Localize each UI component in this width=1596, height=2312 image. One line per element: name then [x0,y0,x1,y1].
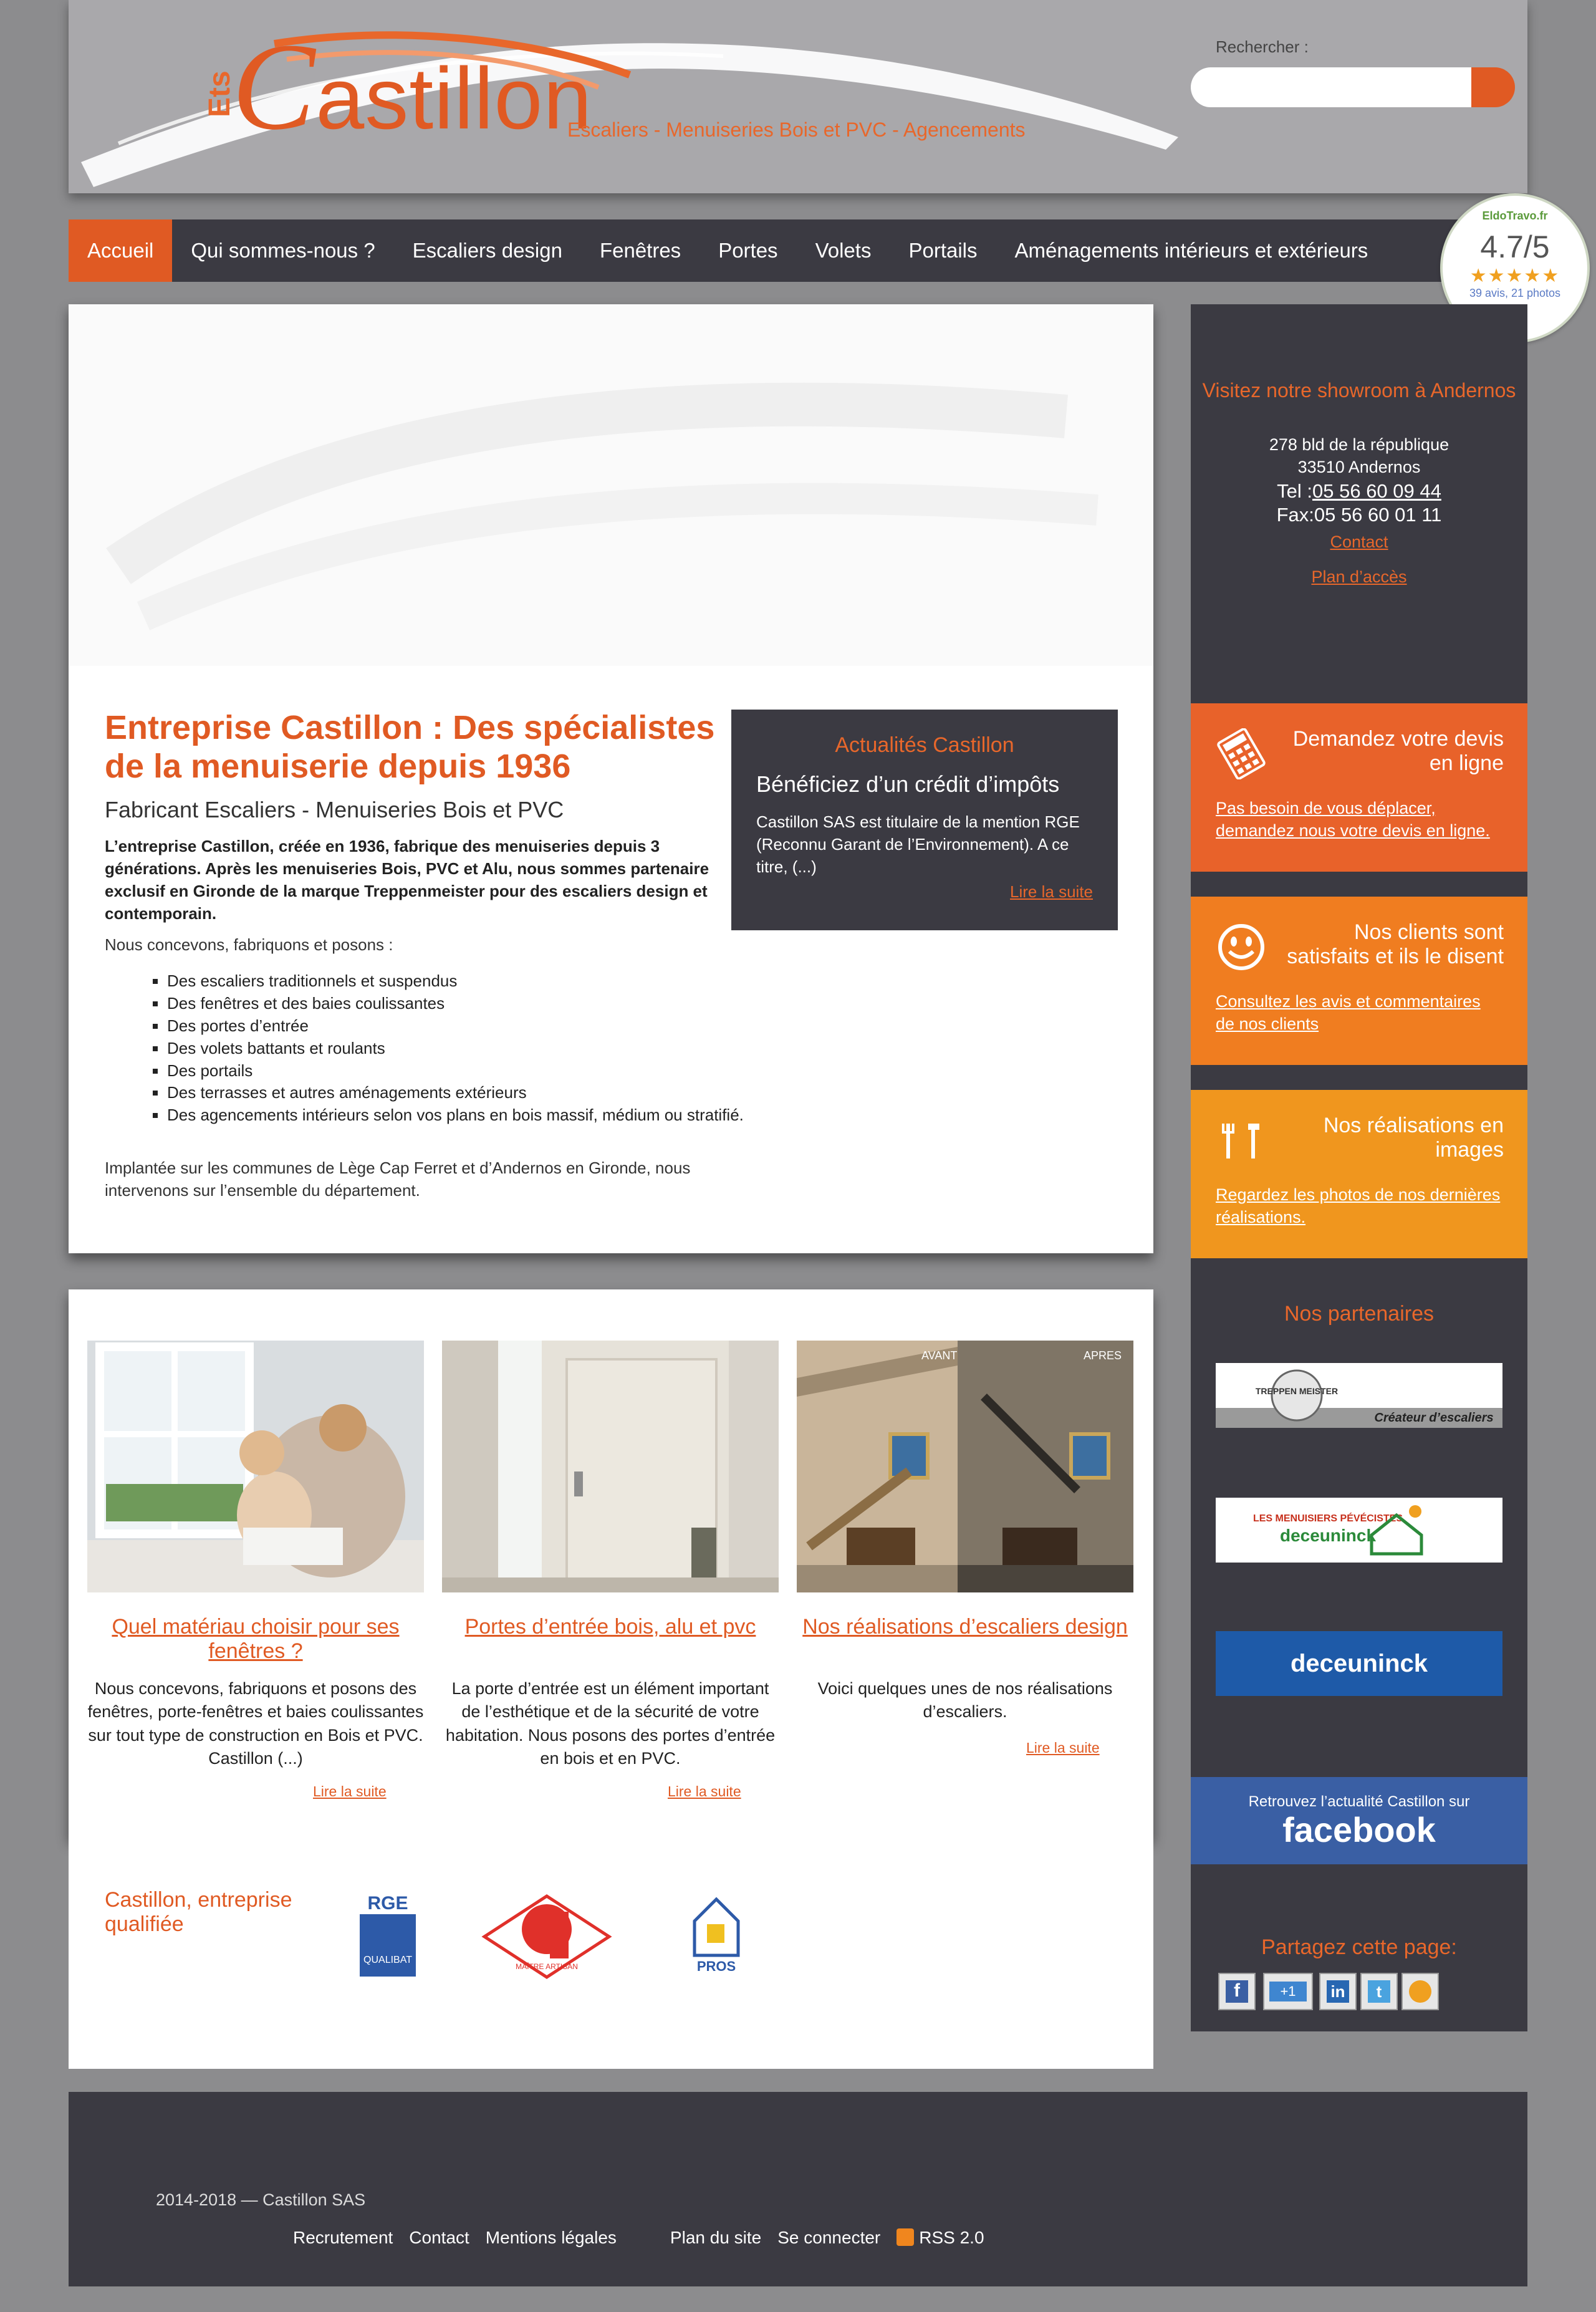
facebook-banner[interactable] [1191,1777,1527,1864]
article-image-windows[interactable] [87,1341,424,1592]
nav-item-portes[interactable]: Portes [718,239,778,262]
twitter-share-icon[interactable]: t [1360,1973,1398,2010]
main-content [69,304,1153,1253]
reviews-box-title: Nos clients sont satisfaits et ils le disent [1287,920,1504,969]
nav-item-accueil[interactable]: Accueil [69,219,172,282]
tagline: Escaliers - Menuiseries Bois et PVC - Agencements [567,118,1026,141]
nav-item-volets[interactable]: Volets [815,239,872,262]
copyright-text: 2014-2018 — Castillon SAS [156,2190,366,2209]
page-title: Entreprise Castillon : Des spécialistes de la menuiserie depuis 1936 [105,709,715,786]
news-read-more-link[interactable]: Lire la suite [1010,882,1093,901]
partner-deceuninck[interactable] [1216,1631,1502,1696]
footer-link-rss[interactable] [897,2228,984,2248]
qualifications-title: Castillon, entreprise qualifiée [105,1888,292,1937]
reviews-box-link[interactable]: Consultez les avis et commentaires de nos clients [1216,992,1481,1034]
treppenmeister-text: TREPPEN MEISTER [1255,1386,1339,1396]
footer-link-rss-label: RSS 2.0 [919,2228,984,2247]
directions-link[interactable]: Plan d’accès [1311,567,1407,586]
nav-item-amenagements[interactable]: Aménagements intérieurs et extérieurs [1014,239,1368,262]
facebook-share-icon[interactable]: f [1218,1973,1256,2010]
nav-item-portails[interactable]: Portails [908,239,978,262]
news-box [731,710,1118,930]
services-intro: Nous concevons, fabriquons et posons : [105,935,393,954]
footer-link-mentions-legales[interactable]: Mentions légales [485,2228,617,2247]
nav-item-qui-sommes-nous[interactable]: Qui sommes-nous ? [191,239,375,262]
google-plus-share-icon[interactable] [1263,1973,1313,2010]
deceuninck-logo: deceuninck [1290,1650,1428,1677]
address-city: 33510 Andernos [1297,458,1421,476]
search-input[interactable] [1191,67,1471,107]
list-item: ▪ Des escaliers traditionnels et suspendus [167,970,915,993]
rge-logo-text: RGE [367,1893,408,1914]
list-item: ▪ Des fenêtres et des baies coulissantes [167,993,915,1015]
quote-request-box[interactable] [1191,703,1527,872]
footer-link-se-connecter[interactable]: Se connecter [777,2228,881,2247]
rss-icon [897,2228,914,2246]
showroom-title: Visitez notre showroom à Andernos [1202,379,1516,402]
treppenmeister-tagline: Créateur d’escaliers [1374,1411,1494,1425]
gallery-box-title: Nos réalisations en images [1323,1114,1504,1162]
nav-item-fenetres[interactable]: Fenêtres [599,239,681,262]
article-excerpt-windows: Nous concevons, fabriquons et posons des fenêtres, porte-fenêtres et baies coulissantes sur tout type de construction en Bois et PVC. Castillon (...) [87,1679,424,1768]
facebook-logo: facebook [1282,1810,1436,1849]
news-headline[interactable]: Bénéficiez d’un crédit d’impôts [756,771,1060,797]
phone-line [1191,480,1527,503]
hero-watermark-graphic [69,304,1153,666]
intro-paragraph: L’entreprise Castillon, créée en 1936, fabrique des menuiseries depuis 3 générations. Après les menuiseries Bois, PVC et Alu, nous sommes partenaire exclusif en Gironde de la marque Treppenmeister pour des escaliers design et contemporain. [105,837,709,923]
gallery-box-link[interactable]: Regardez les photos de nos dernières réalisations. [1216,1185,1501,1227]
quote-box-link[interactable]: Pas besoin de vous déplacer, demandez nous votre devis en ligne. [1216,799,1490,841]
footer-link-plan-du-site[interactable]: Plan du site [670,2228,762,2247]
site-header [69,0,1527,193]
contact-link[interactable]: Contact [1330,532,1388,551]
menuisiers-pevecistes-logo [1216,1498,1502,1563]
list-item: ▪ Des agencements intérieurs selon vos plans en bois massif, médium ou stratifié. [167,1104,915,1127]
article-title-doors[interactable]: Portes d’entrée bois, alu et pvc [464,1615,756,1639]
gallery-box[interactable] [1191,1090,1527,1258]
image-label-after: APRES [1084,1349,1122,1362]
logo[interactable] [232,18,593,156]
pevecistes-text: LES MENUISIERS PÉVÉCISTES [1252,1513,1403,1524]
main-navigation [69,219,1527,282]
article-excerpt-stairs: Voici quelques unes de nos réalisations d’escaliers. [817,1679,1113,1722]
article-image-doors[interactable] [442,1341,779,1592]
partner-menuisiers-pevecistes[interactable] [1216,1498,1502,1563]
badge-brand: EldoTravo.fr [1482,210,1548,222]
maitre-artisan-logo [481,1893,612,1980]
article-read-more-link[interactable]: Lire la suite [1026,1740,1100,1756]
search-label: Rechercher : [1216,37,1309,56]
article-card-doors [442,1289,779,1838]
image-label-before: AVANT [921,1349,958,1362]
article-read-more-link[interactable]: Lire la suite [668,1783,741,1799]
nav-item-escaliers-design[interactable]: Escaliers design [412,239,562,262]
article-image-stairs[interactable] [797,1341,1133,1592]
footer-link-recrutement[interactable]: Recrutement [293,2228,393,2247]
pros-performance-logo [688,1893,744,1980]
linkedin-share-icon[interactable]: in [1319,1973,1357,2010]
partners-title: Nos partenaires [1284,1302,1434,1326]
facebook-banner-text: Retrouvez l’actualité Castillon sur [1248,1793,1470,1810]
search-button[interactable] [1471,67,1515,107]
share-title: Partagez cette page: [1261,1935,1457,1959]
tools-icon [1216,1115,1267,1166]
article-title-windows[interactable]: Quel matériau choisir pour ses fenêtres ? [112,1615,400,1664]
article-read-more-link[interactable]: Lire la suite [313,1783,387,1799]
more-share-icon[interactable] [1401,1973,1439,2010]
articles-section [69,1289,1153,1838]
footer-links [293,2228,984,2248]
sidebar [1191,304,1527,2031]
article-title-stairs[interactable]: Nos réalisations d’escaliers design [802,1615,1128,1639]
pros-logo-text: PROS [696,1958,736,1974]
star-rating-icon: ★★★★★ [1469,266,1560,286]
services-list [167,970,915,1127]
outro-paragraph: Implantée sur les communes de Lège Cap Ferret et d’Andernos en Gironde, nous intervenons sur l’ensemble du département. [105,1158,691,1200]
logo-prefix: Ets [203,70,236,117]
quote-box-title: Demandez votre devis en ligne [1292,727,1504,776]
logo-text: astillon [315,49,593,147]
smiley-icon [1216,922,1267,973]
calculator-icon [1216,728,1267,779]
google-plus-share-label: +1 [1269,1982,1307,2001]
badge-review-count: 39 avis, 21 photos [1469,287,1561,299]
logo-initial: C [232,18,316,156]
pevecistes-brand: deceuninck [1279,1526,1377,1545]
list-item: ▪ Des terrasses et autres aménagements extérieurs [167,1082,915,1104]
list-item: ▪ Des portails [167,1060,915,1082]
treppenmeister-logo [1216,1363,1502,1428]
qualibat-logo-text: QUALIBAT [363,1955,412,1965]
article-card-windows [87,1289,424,1838]
list-item: ▪ Des portes d’entrée [167,1015,915,1038]
qualifications-section [69,1838,1153,2069]
article-card-stairs [797,1289,1133,1838]
news-title: Actualités Castillon [835,733,1014,757]
address-street: 278 bld de la république [1269,435,1449,454]
site-footer [69,2092,1527,2286]
page-subtitle: Fabricant Escaliers - Menuiseries Bois et PVC [105,797,564,822]
badge-score: 4.7/5 [1480,229,1550,264]
reviews-box[interactable] [1191,897,1527,1065]
footer-link-contact[interactable]: Contact [409,2228,469,2247]
article-excerpt-doors: La porte d’entrée est un élément important de l’esthétique et de la sécurité de votre habitation. Nous posons des portes d’entrée en bois et en PVC. [445,1679,776,1768]
maitre-artisan-text: MAÎTRE ARTISAN [516,1962,578,1971]
phone-link[interactable]: 05 56 60 09 44 [1312,480,1441,502]
hero-banner [69,304,1153,666]
rge-qualibat-logo [357,1889,419,1983]
news-excerpt: Castillon SAS est titulaire de la mention RGE (Reconnu Garant de l’Environnement). A ce titre, (...) [756,812,1080,876]
list-item: ▪ Des volets battants et roulants [167,1038,915,1060]
fax-line: Fax:05 56 60 01 11 [1276,504,1442,526]
partner-treppenmeister[interactable] [1216,1363,1502,1428]
phone-label: Tel : [1277,480,1312,502]
